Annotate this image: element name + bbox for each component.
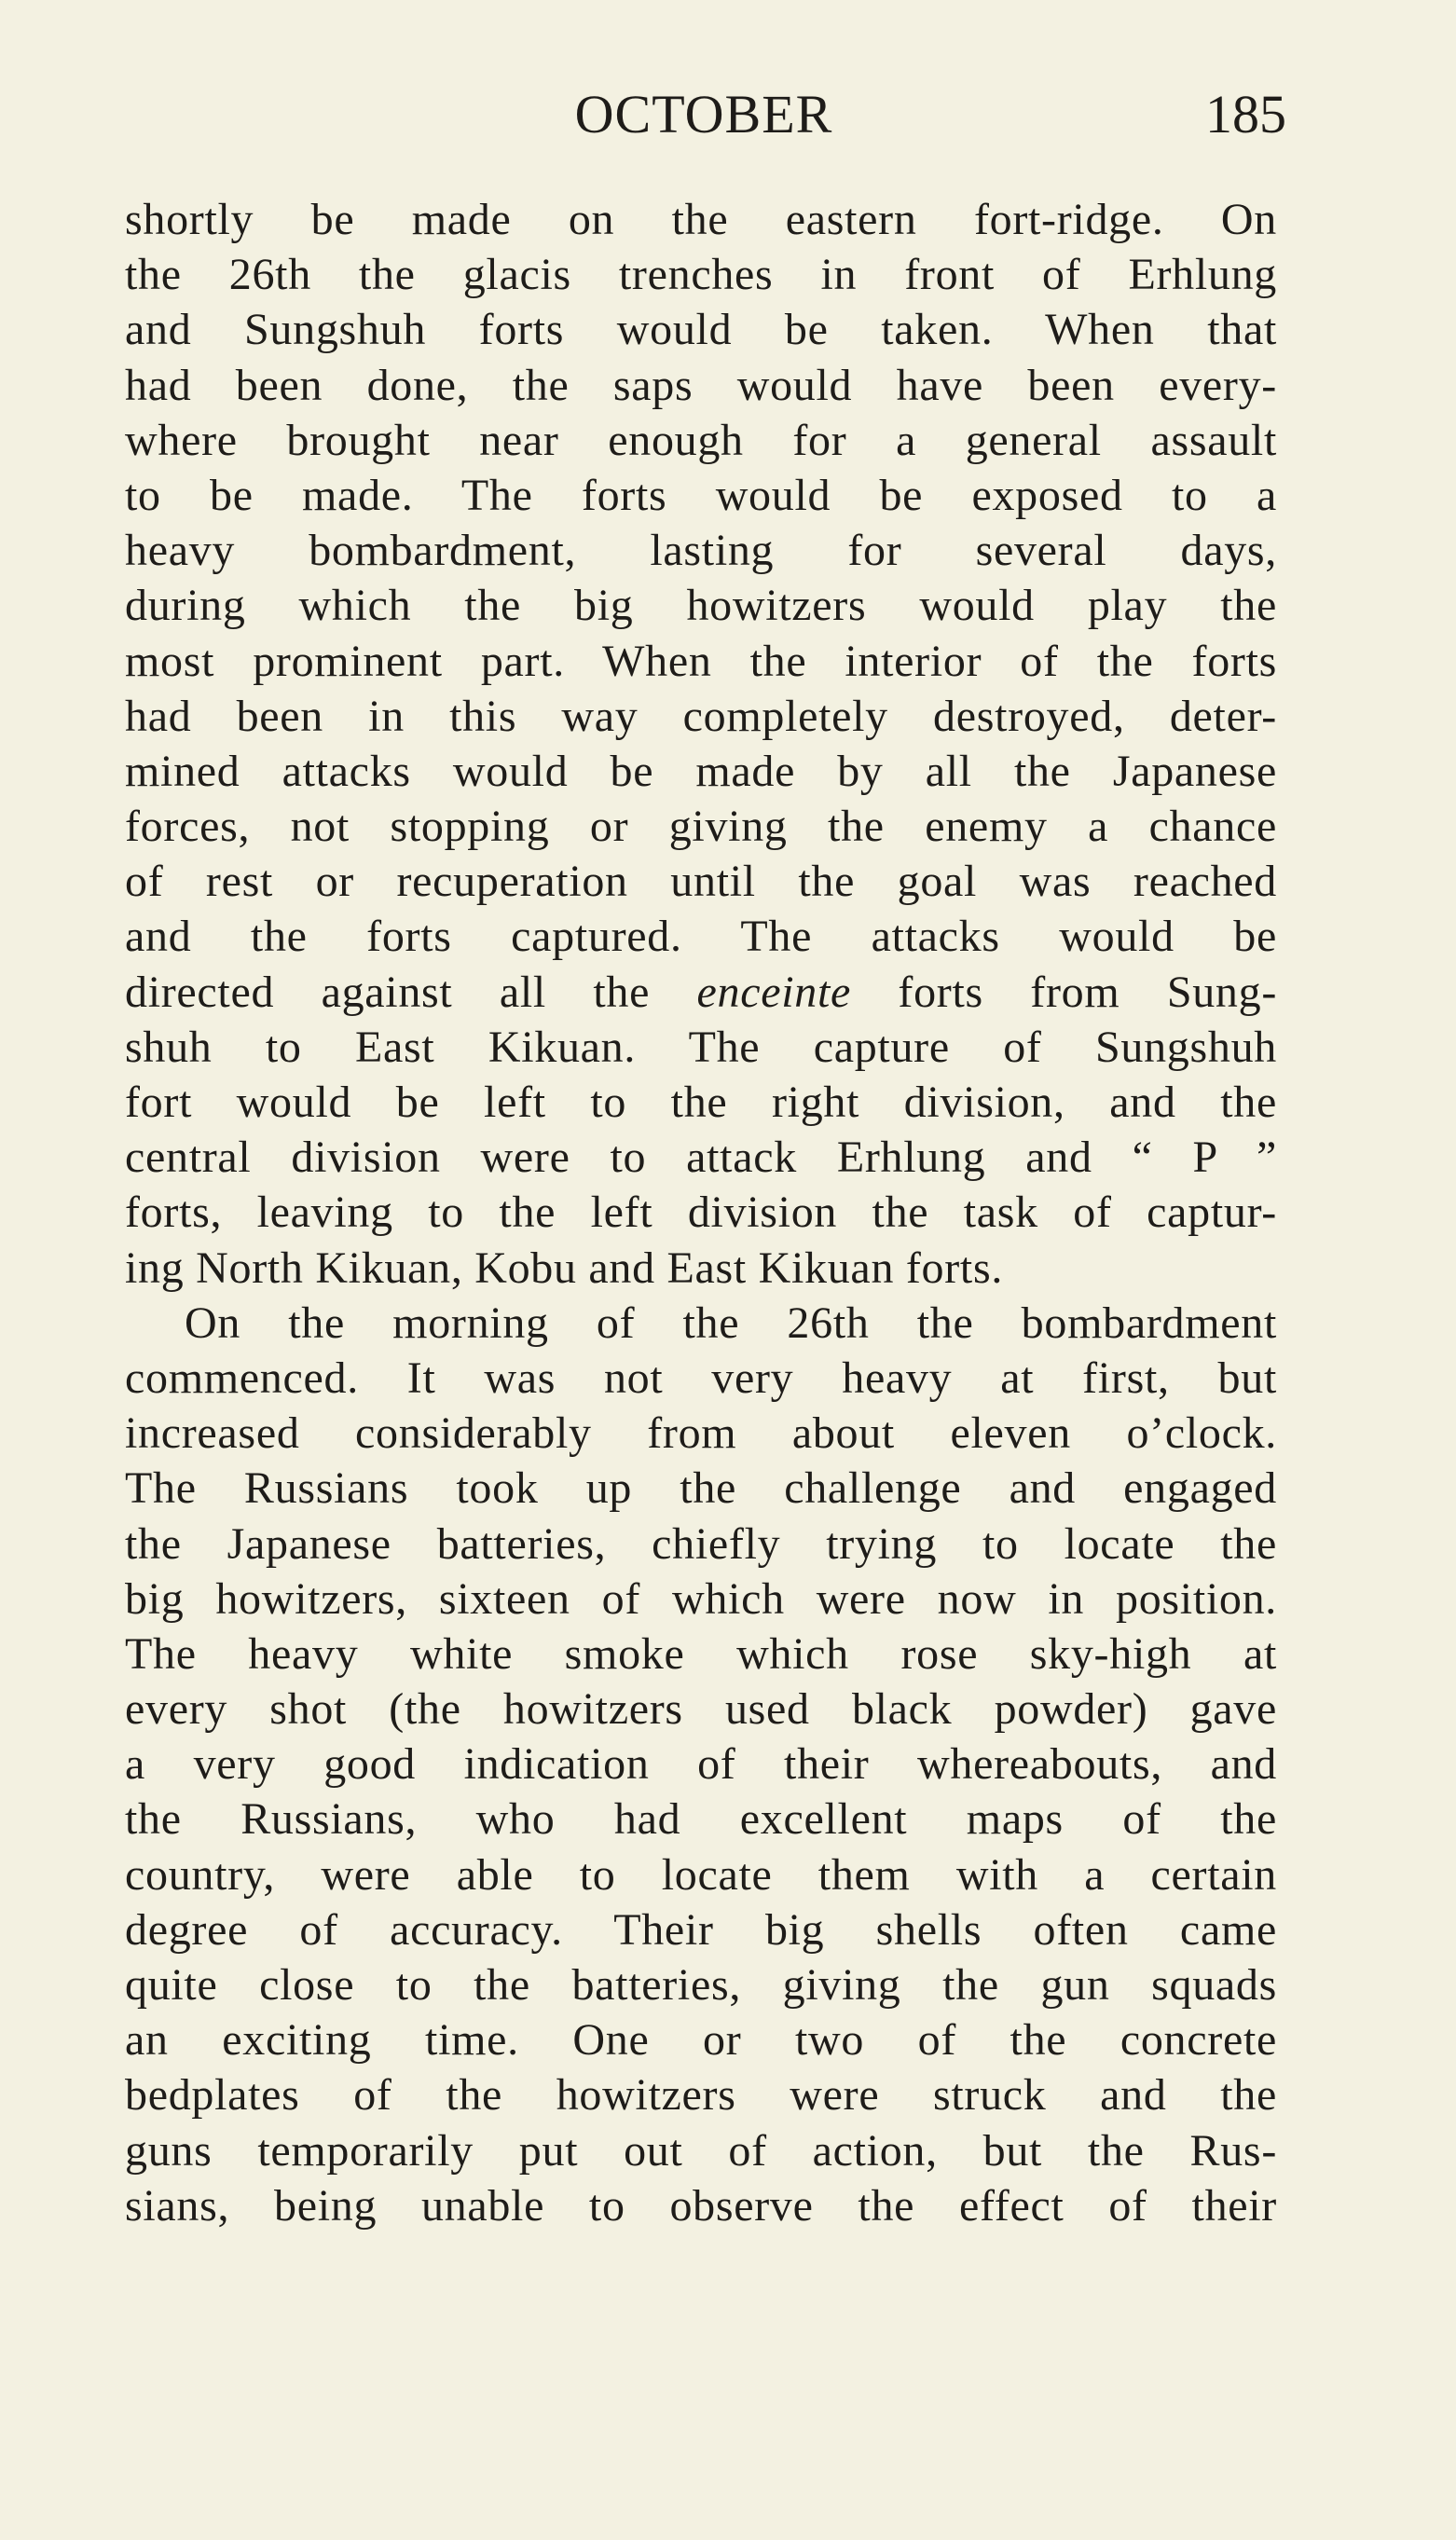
running-header-title: OCTOBER — [574, 84, 833, 144]
text-line: most prominent part. When the interior of the forts — [125, 636, 1277, 686]
text-line: a very good indication of their whereabouts, and — [125, 1739, 1277, 1790]
text-segment: directed against all the — [125, 967, 697, 1017]
text-line-with-italic — [125, 965, 1277, 1020]
text-line: ing North Kikuan, Kobu and East Kikuan forts. — [125, 1243, 1004, 1293]
text-line: big howitzers, sixteen of which were now in position. — [125, 1573, 1277, 1624]
text-line: mined attacks would be made by all the Japanese — [125, 746, 1277, 796]
text-line: the Japanese batteries, chiefly trying to locate the — [125, 1518, 1277, 1569]
text-line: shuh to East Kikuan. The capture of Sungshuh — [125, 1022, 1277, 1072]
text-line: had been done, the saps would have been every- — [125, 360, 1277, 410]
text-line: central division were to attack Erhlung and “ P ” — [125, 1133, 1277, 1183]
text-line: of rest or recuperation until the goal was reached — [125, 857, 1277, 907]
text-line: forts, leaving to the left division the task of captur- — [125, 1188, 1277, 1238]
text-line: to be made. The forts would be exposed to a — [125, 470, 1277, 520]
text-line: shortly be made on the eastern fort-ridge. On — [125, 195, 1277, 244]
text-line: the 26th the glacis trenches in front of Erhlung — [125, 250, 1277, 300]
text-line: during which the big howitzers would play the — [125, 581, 1277, 631]
text-line: every shot (the howitzers used black powder) gave — [125, 1684, 1277, 1735]
text-line: commenced. It was not very heavy at first, but — [125, 1352, 1277, 1403]
text-segment: forts from Sung- — [851, 967, 1277, 1017]
text-line: quite close to the batteries, giving the gun squads — [125, 1960, 1277, 2010]
body-text — [125, 192, 1277, 2233]
text-line: bedplates of the howitzers were struck and the — [125, 2070, 1277, 2121]
italic-term: enceinte — [696, 967, 851, 1017]
text-line: where brought near enough for a general assault — [125, 415, 1277, 465]
text-line: and Sungshuh forts would be taken. When that — [125, 305, 1277, 355]
text-line: the Russians, who had excellent maps of the — [125, 1794, 1277, 1845]
text-line: country, were able to locate them with a certain — [125, 1849, 1277, 1900]
text-line: sians, being unable to observe the effect of their — [125, 2180, 1277, 2231]
text-line: The heavy white smoke which rose sky-high at — [125, 1628, 1277, 1679]
text-line: degree of accuracy. Their big shells often came — [125, 1904, 1277, 1955]
text-line: an exciting time. One or two of the concrete — [125, 2015, 1277, 2066]
page-number: 185 — [1205, 84, 1286, 144]
text-line: The Russians took up the challenge and engaged — [125, 1463, 1277, 1514]
text-line: forces, not stopping or giving the enemy a chance — [125, 802, 1277, 852]
text-line: fort would be left to the right division, and the — [125, 1078, 1277, 1127]
text-line: heavy bombardment, lasting for several days, — [125, 526, 1277, 576]
text-line: and the forts captured. The attacks would be — [125, 912, 1277, 962]
paragraph-first-line: On the morning of the 26th the bombardment — [185, 1297, 1277, 1348]
text-line: increased considerably from about eleven o’clock. — [125, 1408, 1277, 1459]
text-line: guns temporarily put out of action, but the Rus- — [125, 2125, 1277, 2176]
text-line: had been in this way completely destroyed, deter- — [125, 691, 1277, 741]
